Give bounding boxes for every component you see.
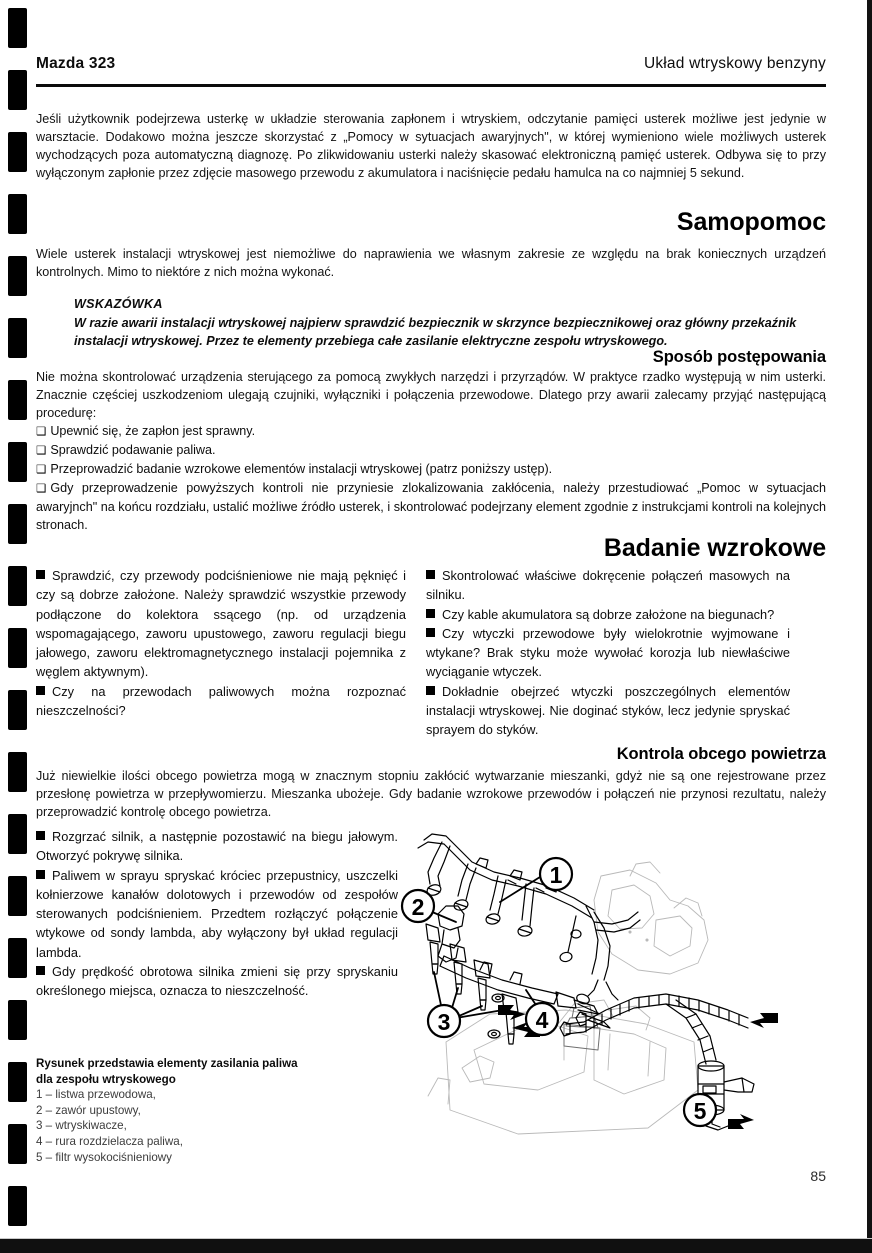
square-bullet-icon <box>426 570 435 579</box>
checkbox-icon: ❑ <box>36 445 47 458</box>
checkbox-icon: ❑ <box>36 426 47 438</box>
bullet-item-text: Gdy prędkość obrotowa silnika zmieni się przy spryskaniu określonego miejsca, oznacza to nieszczelność. <box>36 964 398 999</box>
running-head-rule <box>36 84 826 87</box>
bullet-item-text: Paliwem w sprayu spryskać króciec przepustnicy, uszczelki kołnierzowe kanałów dolotowych i przewodów od zespołów sterowanych podciśnieniem. Przedtem rozłączyć połączenie wtykowe od sondy lambda, aby wyłączony był układ regulacji lambda. <box>36 867 398 960</box>
binding-mark <box>8 814 27 854</box>
square-bullet-icon <box>36 870 45 879</box>
binding-mark <box>8 442 27 482</box>
binding-mark <box>8 256 27 296</box>
binding-mark <box>8 1186 27 1226</box>
binding-comb-marks <box>0 0 34 1253</box>
heading-sposob-postepowania: Sposób postępowania <box>652 348 826 366</box>
checklist-item <box>36 441 826 460</box>
figure-legend-item: 2 – zawór upustowy, <box>36 1103 141 1117</box>
scan-edge-bottom <box>0 1239 872 1253</box>
fuel-rail-assembly <box>438 906 610 1028</box>
checklist-item <box>36 479 826 534</box>
sposob-checklist <box>36 422 826 535</box>
scan-edge-right <box>867 0 872 1253</box>
binding-mark <box>8 194 27 234</box>
bullet-item-text: Skontrolować właściwe dokręcenie połączeń masowych na silniku. <box>426 568 790 603</box>
binding-mark <box>8 380 27 420</box>
kontrola-paragraph: Już niewielkie ilości obcego powietrza mogą w znacznym stopniu zakłócić wytwarzanie mieszanki, gdyż nie są one rejestrowane przez przesłonę powietrza w przepływomierzu. Mieszanka ubożeje. Gdy badanie wzrokowe przewodów i połączeń nie przynosi rezultatu, należy przeprowadzić kontrolę obcego powietrza. <box>36 769 826 820</box>
checklist-item <box>36 422 826 441</box>
callout-label-3: 3 <box>437 1009 451 1035</box>
bullet-item <box>36 866 398 962</box>
binding-mark <box>8 504 27 544</box>
binding-mark <box>8 318 27 358</box>
binding-mark <box>8 938 27 978</box>
callout-label-1: 1 <box>549 862 563 888</box>
page-number: 85 <box>810 1168 826 1184</box>
bullet-item <box>426 566 790 605</box>
bullet-item-text: Czy na przewodach paliwowych można rozpoznać nieszczelności? <box>36 683 406 719</box>
binding-mark <box>8 690 27 730</box>
note-body-wskazowka: W razie awarii instalacji wtryskowej najpierw sprawdzić bezpiecznik w skrzynce bezpiecznikowej oraz główny przekaźnik instalacji wtryskowej. Przez te elementy przebiega całe zasilanie elektryczne zespołu wtryskowego. <box>74 316 797 349</box>
bullet-item <box>36 962 398 1001</box>
samopomoc-paragraph: Wiele usterek instalacji wtryskowej jest niemożliwe do naprawienia we własnym zakresie ze względu na brak koniecznych urządzeń kontrolnych. Mimo to niektóre z nich można wykonać. <box>36 247 826 280</box>
bullet-item <box>426 605 790 624</box>
badanie-right-column <box>426 566 790 740</box>
bullet-item-text: Czy kable akumulatora są dobrze założone na biegunach? <box>442 606 775 622</box>
bullet-item-text: Dokładnie obejrzeć wtyczki poszczególnych elementów instalacji wtryskowej. Nie doginać styków, lecz jedynie spryskać sprayem do styków. <box>426 683 790 738</box>
checkbox-icon: ❑ <box>36 464 47 477</box>
running-head-chapter-title: Układ wtryskowy benzyny <box>643 55 826 72</box>
square-bullet-icon <box>426 686 435 695</box>
square-bullet-icon <box>36 966 45 975</box>
heading-kontrola-obcego-powietrza: Kontrola obcego powietrza <box>616 745 826 763</box>
binding-mark <box>8 752 27 792</box>
figure-legend-item: 3 – wtryskiwacze, <box>36 1119 127 1133</box>
checklist-item-text: Gdy przeprowadzenie powyższych kontroli nie przyniesie zlokalizowania zakłócenia, należy przestudiować „Pomoc w sytuacjach awaryjnch" na końcu rozdziału, ustalić możliwe źródło usterek, i skontrolować podejrzany element zgodnie z instrukcjami kontroli na kolejnych stronach. <box>36 481 826 533</box>
bullet-item-text: Rozgrzać silnik, a następnie pozostawić na biegu jałowym. Otworzyć pokrywę silnika. <box>36 829 398 864</box>
fuel-injection-diagram <box>398 828 798 1158</box>
badanie-left-column <box>36 566 406 720</box>
figure-legend-item: 4 – rura rozdzielacza paliwa, <box>36 1134 183 1148</box>
bullet-item-text: Sprawdzić, czy przewody podciśnieniowe nie mają pęknięć i czy są dobrze założone. Należy sprawdzić wszystkie przewody podłączone do kolektora ssącego (np. od urządzenia wspomagającego, zaworu upustowego, zaworu regulacji biegu jałowego, zaworu elektromagnetycznego instalacji pojemnika z węglem aktywnym). <box>36 568 406 680</box>
bullet-item <box>426 682 790 740</box>
binding-mark <box>8 1000 27 1040</box>
binding-mark <box>8 70 27 110</box>
binding-mark <box>8 628 27 668</box>
square-bullet-icon <box>36 686 45 695</box>
binding-mark <box>8 132 27 172</box>
bullet-item-text: Czy wtyczki przewodowe były wielokrotnie wyjmowane i wtykane? Brak styku może wywołać korozja lub niewłaściwe wyciąganie wtyczek. <box>426 625 790 680</box>
callout-label-5: 5 <box>693 1098 707 1124</box>
figure-caption-title-line1: Rysunek przedstawia elementy zasilania paliwa <box>36 1057 298 1070</box>
square-bullet-icon <box>36 570 45 579</box>
binding-mark <box>8 566 27 606</box>
square-bullet-icon <box>426 628 435 637</box>
callout-label-2: 2 <box>411 894 425 920</box>
binding-mark <box>8 876 27 916</box>
figure-caption-title-line2: dla zespołu wtryskowego <box>36 1072 176 1086</box>
heading-badanie-wzrokowe: Badanie wzrokowe <box>603 534 826 562</box>
binding-mark <box>8 8 27 48</box>
figure-legend-item: 5 – filtr wysokociśnieniowy <box>36 1150 172 1164</box>
checklist-item-text: Przeprowadzić badanie wzrokowe elementów instalacji wtryskowej (patrz poniższy ustęp). <box>50 462 553 477</box>
figure-legend-item: 1 – listwa przewodowa, <box>36 1088 156 1102</box>
callout-label-4: 4 <box>535 1007 549 1033</box>
bullet-item <box>36 566 406 682</box>
checklist-item <box>36 460 826 479</box>
running-head-book-title: Mazda 323 <box>36 55 116 72</box>
engine-body-outline <box>594 862 708 974</box>
lower-engine-block-outline <box>428 1000 698 1134</box>
checklist-item-text: Sprawdzić podawanie paliwa. <box>50 443 216 458</box>
intro-paragraph: Jeśli użytkownik podejrzewa usterkę w układzie sterowania zapłonem i wtryskiem, odczytanie pamięci usterek możliwe jest jedynie w warsztacie. Dodakowo można jeszcze skorzystać z „Pomocy w sytuacjach awaryjnych", w której wymieniono wiele możliwych usterek wychodzących poza automatyczną diagnozę. Po zlikwidowaniu usterki należy skasować elektroniczną pamięć usterek. Odbywa się to przy wyłączonym zapłonie przez zdjęcie masowego przewodu z akumulatora i naciśnięcie pedału hamulca na co najmniej 5 sekund. <box>36 112 826 181</box>
kontrola-bullet-column <box>36 827 398 1001</box>
bullet-item <box>426 624 790 682</box>
running-head <box>36 55 826 73</box>
square-bullet-icon <box>36 831 45 840</box>
fuel-injection-diagram-svg <box>398 828 798 1158</box>
square-bullet-icon <box>426 609 435 618</box>
checkbox-icon: ❑ <box>36 483 47 496</box>
binding-mark <box>8 1124 27 1164</box>
binding-mark <box>8 1062 27 1102</box>
sposob-paragraph: Nie można skontrolować urządzenia sterującego za pomocą zwykłych narzędzi i przyrządów. W praktyce rzadko występują w nim usterki. Znacznie częściej uszkodzeniom ulegają czujniki, wyłączniki i połączenia przewodowe. Dlatego przy awarii zalecamy przyjąć następującą procedurę: <box>36 370 826 421</box>
figure-caption <box>36 1056 376 1165</box>
bullet-item <box>36 682 406 721</box>
heading-samopomoc: Samopomoc <box>676 208 826 236</box>
checklist-item-text: Upewnić się, że zapłon jest sprawny. <box>50 424 256 438</box>
bullet-item <box>36 827 398 866</box>
note-label-wskazowka: WSKAZÓWKA <box>74 297 163 311</box>
